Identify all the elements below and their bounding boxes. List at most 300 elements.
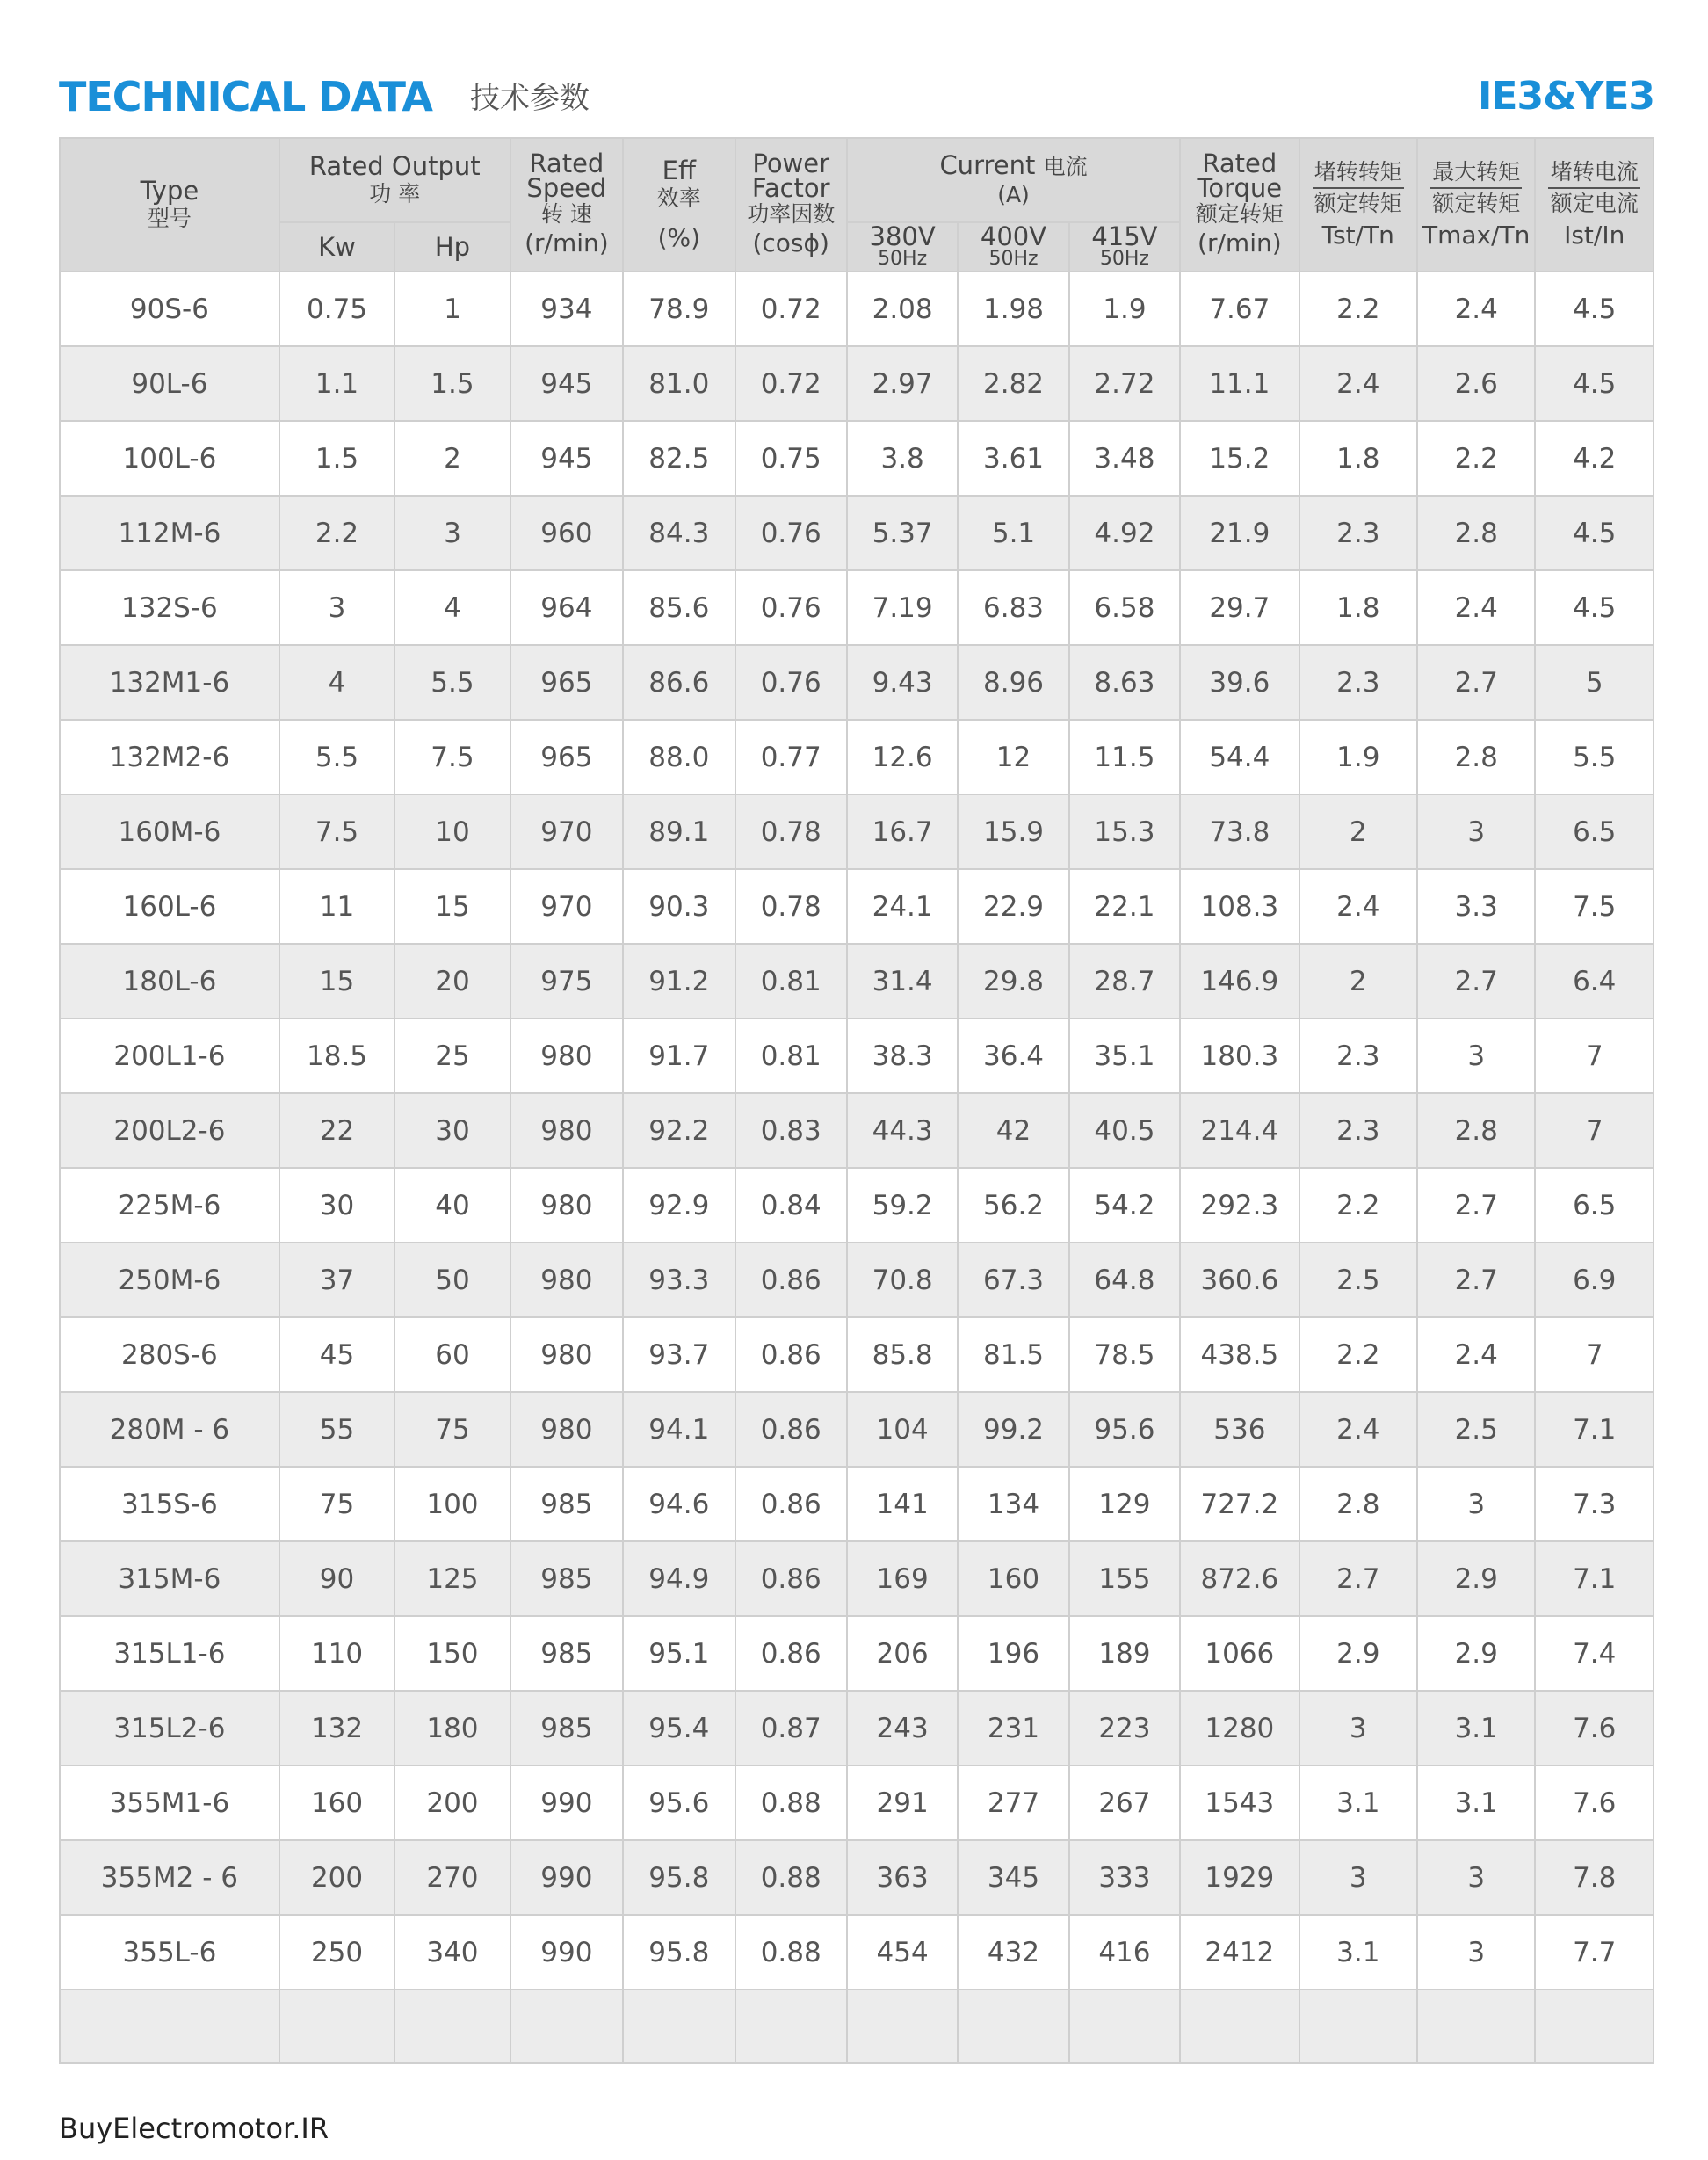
table-cell: 42 [958,1093,1068,1168]
table-cell: 2.3 [1299,496,1417,570]
table-cell: 0.76 [735,645,847,720]
table-cell: 29.8 [958,944,1068,1018]
table-cell: 536 [1180,1392,1299,1467]
table-cell: 3 [1417,1840,1535,1915]
table-cell: 180 [394,1691,510,1765]
table-cell: 146.9 [1180,944,1299,1018]
table-cell: 980 [510,1392,623,1467]
table-cell: 0.75 [735,421,847,496]
table-cell: 54.4 [1180,720,1299,794]
table-cell: 55 [279,1392,394,1467]
table-cell: 0.87 [735,1691,847,1765]
table-cell: 85.6 [623,570,735,645]
empty-cell [1180,1990,1299,2063]
table-cell: 196 [958,1616,1068,1691]
table-cell: 160 [958,1541,1068,1616]
table-cell: 7.4 [1535,1616,1654,1691]
table-cell: 2412 [1180,1915,1299,1990]
empty-row [60,1990,1654,2063]
table-cell: 1.9 [1299,720,1417,794]
table-row [60,1392,1654,1467]
cell-type: 180L-6 [60,944,279,1018]
table-cell: 3 [1417,1467,1535,1541]
cell-type: 280S-6 [60,1317,279,1392]
table-cell: 95.4 [623,1691,735,1765]
table-cell: 340 [394,1915,510,1990]
table-cell: 7 [1535,1317,1654,1392]
table-cell: 110 [279,1616,394,1691]
table-row [60,1093,1654,1168]
empty-cell [623,1990,735,2063]
table-cell: 169 [847,1541,958,1616]
col-400v: 400V 50Hz [958,222,1068,272]
table-row [60,570,1654,645]
cell-type: 225M-6 [60,1168,279,1243]
table-cell: 2.97 [847,346,958,421]
table-cell: 0.72 [735,272,847,346]
empty-cell [394,1990,510,2063]
table-cell: 6.83 [958,570,1068,645]
table-cell: 0.86 [735,1243,847,1317]
table-cell: 438.5 [1180,1317,1299,1392]
table-cell: 250 [279,1915,394,1990]
table-cell: 95.1 [623,1616,735,1691]
table-cell: 990 [510,1840,623,1915]
table-cell: 3.48 [1069,421,1180,496]
table-cell: 95.6 [623,1765,735,1840]
table-row [60,1840,1654,1915]
table-cell: 100 [394,1467,510,1541]
table-cell: 5.1 [958,496,1068,570]
table-cell: 5.5 [279,720,394,794]
col-rated-output: Rated Output 功 率 [279,138,510,222]
table-cell: 0.81 [735,944,847,1018]
table-cell: 7.6 [1535,1691,1654,1765]
table-row [60,1541,1654,1616]
table-cell: 0.88 [735,1765,847,1840]
table-cell: 15.9 [958,794,1068,869]
table-cell: 92.9 [623,1168,735,1243]
col-tmax-tn: 最大转矩 额定转矩 Tmax/Tn [1417,138,1535,272]
table-cell: 3.3 [1417,869,1535,944]
table-cell: 2.4 [1299,346,1417,421]
table-cell: 0.86 [735,1317,847,1392]
table-cell: 6.5 [1535,1168,1654,1243]
table-cell: 56.2 [958,1168,1068,1243]
table-cell: 3.1 [1299,1915,1417,1990]
cell-type: 355M2 - 6 [60,1840,279,1915]
table-cell: 7 [1535,1093,1654,1168]
table-cell: 4.2 [1535,421,1654,496]
table-cell: 31.4 [847,944,958,1018]
table-cell: 134 [958,1467,1068,1541]
table-cell: 90.3 [623,869,735,944]
table-row [60,1765,1654,1840]
table-row [60,1691,1654,1765]
table-cell: 0.78 [735,869,847,944]
table-cell: 2.8 [1417,1093,1535,1168]
table-cell: 38.3 [847,1018,958,1093]
col-efficiency: Eff 效率 (%) [623,138,735,272]
table-cell: 4.5 [1535,570,1654,645]
table-cell: 85.8 [847,1317,958,1392]
table-cell: 1.98 [958,272,1068,346]
cell-type: 200L2-6 [60,1093,279,1168]
table-cell: 15.3 [1069,794,1180,869]
table-row [60,1467,1654,1541]
table-row [60,720,1654,794]
table-cell: 95.8 [623,1915,735,1990]
table-cell: 73.8 [1180,794,1299,869]
empty-cell [1535,1990,1654,2063]
table-cell: 39.6 [1180,645,1299,720]
cell-type: 315M-6 [60,1541,279,1616]
table-cell: 22.1 [1069,869,1180,944]
cell-type: 132M1-6 [60,645,279,720]
table-cell: 75 [279,1467,394,1541]
cell-type: 112M-6 [60,496,279,570]
table-cell: 6.5 [1535,794,1654,869]
table-cell: 990 [510,1765,623,1840]
col-hp: Hp [394,222,510,272]
table-cell: 2.9 [1299,1616,1417,1691]
empty-cell [60,1990,279,2063]
table-cell: 2.8 [1417,720,1535,794]
table-cell: 2.6 [1417,346,1535,421]
table-cell: 2.7 [1299,1541,1417,1616]
table-cell: 964 [510,570,623,645]
table-cell: 37 [279,1243,394,1317]
table-cell: 292.3 [1180,1168,1299,1243]
table-cell: 0.76 [735,570,847,645]
table-cell: 934 [510,272,623,346]
table-cell: 970 [510,869,623,944]
cell-type: 90S-6 [60,272,279,346]
table-cell: 94.1 [623,1392,735,1467]
table-cell: 965 [510,720,623,794]
table-cell: 2.4 [1299,869,1417,944]
table-cell: 1.1 [279,346,394,421]
col-415v: 415V 50Hz [1069,222,1180,272]
table-cell: 945 [510,346,623,421]
table-cell: 0.77 [735,720,847,794]
table-cell: 35.1 [1069,1018,1180,1093]
cell-type: 315L1-6 [60,1616,279,1691]
table-cell: 30 [279,1168,394,1243]
col-ist-in: 堵转电流 额定电流 Ist/In [1535,138,1654,272]
table-cell: 4 [279,645,394,720]
table-cell: 3 [1417,1915,1535,1990]
table-cell: 4.92 [1069,496,1180,570]
table-cell: 3.61 [958,421,1068,496]
table-cell: 8.96 [958,645,1068,720]
table-cell: 91.7 [623,1018,735,1093]
table-cell: 345 [958,1840,1068,1915]
series-label: IE3&YE3 [1478,74,1654,119]
table-cell: 2.5 [1417,1392,1535,1467]
table-cell: 2.8 [1417,496,1535,570]
table-cell: 2.4 [1417,570,1535,645]
page-title: TECHNICAL DATA [59,73,432,120]
table-cell: 214.4 [1180,1093,1299,1168]
table-cell: 980 [510,1093,623,1168]
table-cell: 0.88 [735,1840,847,1915]
table-cell: 990 [510,1915,623,1990]
empty-cell [958,1990,1068,2063]
table-row [60,1317,1654,1392]
table-header [60,138,1654,272]
table-cell: 0.86 [735,1392,847,1467]
table-cell: 2 [394,421,510,496]
table-cell: 2.82 [958,346,1068,421]
cell-type: 250M-6 [60,1243,279,1317]
table-cell: 1929 [1180,1840,1299,1915]
table-cell: 9.43 [847,645,958,720]
table-cell: 2.3 [1299,1093,1417,1168]
table-row [60,645,1654,720]
table-cell: 2 [1299,794,1417,869]
title-bar [59,69,1654,127]
empty-cell [279,1990,394,2063]
table-cell: 22 [279,1093,394,1168]
table-cell: 150 [394,1616,510,1691]
table-row [60,1018,1654,1093]
table-cell: 81.5 [958,1317,1068,1392]
table-cell: 2.7 [1417,1243,1535,1317]
table-cell: 7.6 [1535,1765,1654,1840]
table-cell: 985 [510,1691,623,1765]
table-cell: 36.4 [958,1018,1068,1093]
table-cell: 2.9 [1417,1541,1535,1616]
cell-type: 315S-6 [60,1467,279,1541]
table-cell: 7.8 [1535,1840,1654,1915]
col-rated-torque: Rated Torque 额定转矩 (r/min) [1180,138,1299,272]
table-cell: 1.9 [1069,272,1180,346]
table-cell: 7.19 [847,570,958,645]
table-cell: 70.8 [847,1243,958,1317]
table-cell: 970 [510,794,623,869]
table-cell: 2.7 [1417,944,1535,1018]
table-cell: 2.2 [1299,1168,1417,1243]
table-cell: 2.8 [1299,1467,1417,1541]
table-cell: 132 [279,1691,394,1765]
cell-type: 132M2-6 [60,720,279,794]
table-cell: 99.2 [958,1392,1068,1467]
table-cell: 270 [394,1840,510,1915]
table-cell: 5.37 [847,496,958,570]
table-cell: 7.7 [1535,1915,1654,1990]
table-cell: 985 [510,1616,623,1691]
table-cell: 7.1 [1535,1541,1654,1616]
table-cell: 0.84 [735,1168,847,1243]
empty-cell [735,1990,847,2063]
table-cell: 333 [1069,1840,1180,1915]
table-cell: 0.86 [735,1541,847,1616]
table-row [60,1915,1654,1990]
table-cell: 7.5 [394,720,510,794]
table-cell: 6.58 [1069,570,1180,645]
col-power-factor: Power Factor 功率因数 (cosϕ) [735,138,847,272]
technical-data-table [59,137,1654,2064]
table-cell: 4 [394,570,510,645]
table-cell: 360.6 [1180,1243,1299,1317]
table-cell: 4.5 [1535,346,1654,421]
table-cell: 1 [394,272,510,346]
table-cell: 985 [510,1467,623,1541]
table-cell: 25 [394,1018,510,1093]
table-cell: 0.83 [735,1093,847,1168]
table-cell: 2.7 [1417,645,1535,720]
table-cell: 11.1 [1180,346,1299,421]
table-cell: 1.8 [1299,570,1417,645]
table-cell: 18.5 [279,1018,394,1093]
empty-cell [1299,1990,1417,2063]
col-current: Current 电流 (A) [847,138,1180,222]
table-cell: 0.86 [735,1467,847,1541]
table-cell: 93.7 [623,1317,735,1392]
table-cell: 78.9 [623,272,735,346]
table-cell: 0.88 [735,1915,847,1990]
table-cell: 60 [394,1317,510,1392]
table-cell: 67.3 [958,1243,1068,1317]
table-cell: 7.3 [1535,1467,1654,1541]
table-cell: 2 [1299,944,1417,1018]
table-cell: 94.9 [623,1541,735,1616]
table-cell: 40 [394,1168,510,1243]
table-cell: 22.9 [958,869,1068,944]
table-cell: 1066 [1180,1616,1299,1691]
table-row [60,496,1654,570]
table-cell: 24.1 [847,869,958,944]
table-cell: 2.5 [1299,1243,1417,1317]
table-cell: 141 [847,1467,958,1541]
table-cell: 15 [394,869,510,944]
table-cell: 3 [279,570,394,645]
table-row [60,869,1654,944]
table-cell: 267 [1069,1765,1180,1840]
empty-cell [1069,1990,1180,2063]
col-rated-speed: Rated Speed 转 速 (r/min) [510,138,623,272]
table-cell: 125 [394,1541,510,1616]
table-cell: 3.1 [1417,1765,1535,1840]
table-cell: 84.3 [623,496,735,570]
table-cell: 872.6 [1180,1541,1299,1616]
footer-site: BuyElectromotor.IR [59,2112,329,2145]
table-row [60,272,1654,346]
table-cell: 206 [847,1616,958,1691]
table-cell: 980 [510,1243,623,1317]
table-cell: 7.5 [279,794,394,869]
table-cell: 29.7 [1180,570,1299,645]
table-cell: 11 [279,869,394,944]
table-cell: 0.78 [735,794,847,869]
table-cell: 155 [1069,1541,1180,1616]
empty-cell [1417,1990,1535,2063]
table-cell: 2.4 [1417,1317,1535,1392]
table-cell: 1.5 [394,346,510,421]
table-cell: 28.7 [1069,944,1180,1018]
table-cell: 965 [510,645,623,720]
table-cell: 15 [279,944,394,1018]
table-cell: 91.2 [623,944,735,1018]
table-cell: 0.75 [279,272,394,346]
table-cell: 2.72 [1069,346,1180,421]
table-cell: 200 [394,1765,510,1840]
col-type: Type 型号 [60,138,279,272]
table-cell: 82.5 [623,421,735,496]
table-cell: 3 [394,496,510,570]
table-cell: 2.2 [1417,421,1535,496]
table-cell: 3.1 [1299,1765,1417,1840]
empty-cell [510,1990,623,2063]
table-cell: 16.7 [847,794,958,869]
table-row [60,1168,1654,1243]
cell-type: 160M-6 [60,794,279,869]
table-cell: 416 [1069,1915,1180,1990]
table-cell: 20 [394,944,510,1018]
table-body [60,272,1654,2063]
table-row [60,794,1654,869]
col-kw: Kw [279,222,394,272]
table-cell: 189 [1069,1616,1180,1691]
table-cell: 160 [279,1765,394,1840]
table-cell: 5.5 [394,645,510,720]
cell-type: 355M1-6 [60,1765,279,1840]
table-cell: 12 [958,720,1068,794]
table-cell: 2.2 [1299,272,1417,346]
table-cell: 93.3 [623,1243,735,1317]
table-cell: 78.5 [1069,1317,1180,1392]
table-cell: 2.2 [279,496,394,570]
table-row [60,1616,1654,1691]
table-cell: 3 [1417,794,1535,869]
table-cell: 3 [1417,1018,1535,1093]
empty-cell [847,1990,958,2063]
table-cell: 12.6 [847,720,958,794]
table-cell: 45 [279,1317,394,1392]
table-cell: 6.9 [1535,1243,1654,1317]
table-cell: 1543 [1180,1765,1299,1840]
table-cell: 223 [1069,1691,1180,1765]
table-cell: 3 [1299,1840,1417,1915]
table-cell: 727.2 [1180,1467,1299,1541]
table-cell: 7.67 [1180,272,1299,346]
table-cell: 59.2 [847,1168,958,1243]
table-cell: 975 [510,944,623,1018]
table-cell: 95.6 [1069,1392,1180,1467]
table-row [60,421,1654,496]
table-cell: 40.5 [1069,1093,1180,1168]
table-cell: 980 [510,1018,623,1093]
table-cell: 15.2 [1180,421,1299,496]
table-cell: 88.0 [623,720,735,794]
table-row [60,944,1654,1018]
table-cell: 1.8 [1299,421,1417,496]
table-cell: 89.1 [623,794,735,869]
table-cell: 95.8 [623,1840,735,1915]
table-row [60,346,1654,421]
table-cell: 985 [510,1541,623,1616]
table-cell: 75 [394,1392,510,1467]
table-cell: 2.2 [1299,1317,1417,1392]
cell-type: 315L2-6 [60,1691,279,1765]
table-cell: 92.2 [623,1093,735,1168]
table-cell: 7 [1535,1018,1654,1093]
table-cell: 2.08 [847,272,958,346]
table-cell: 0.81 [735,1018,847,1093]
cell-type: 355L-6 [60,1915,279,1990]
table-cell: 180.3 [1180,1018,1299,1093]
